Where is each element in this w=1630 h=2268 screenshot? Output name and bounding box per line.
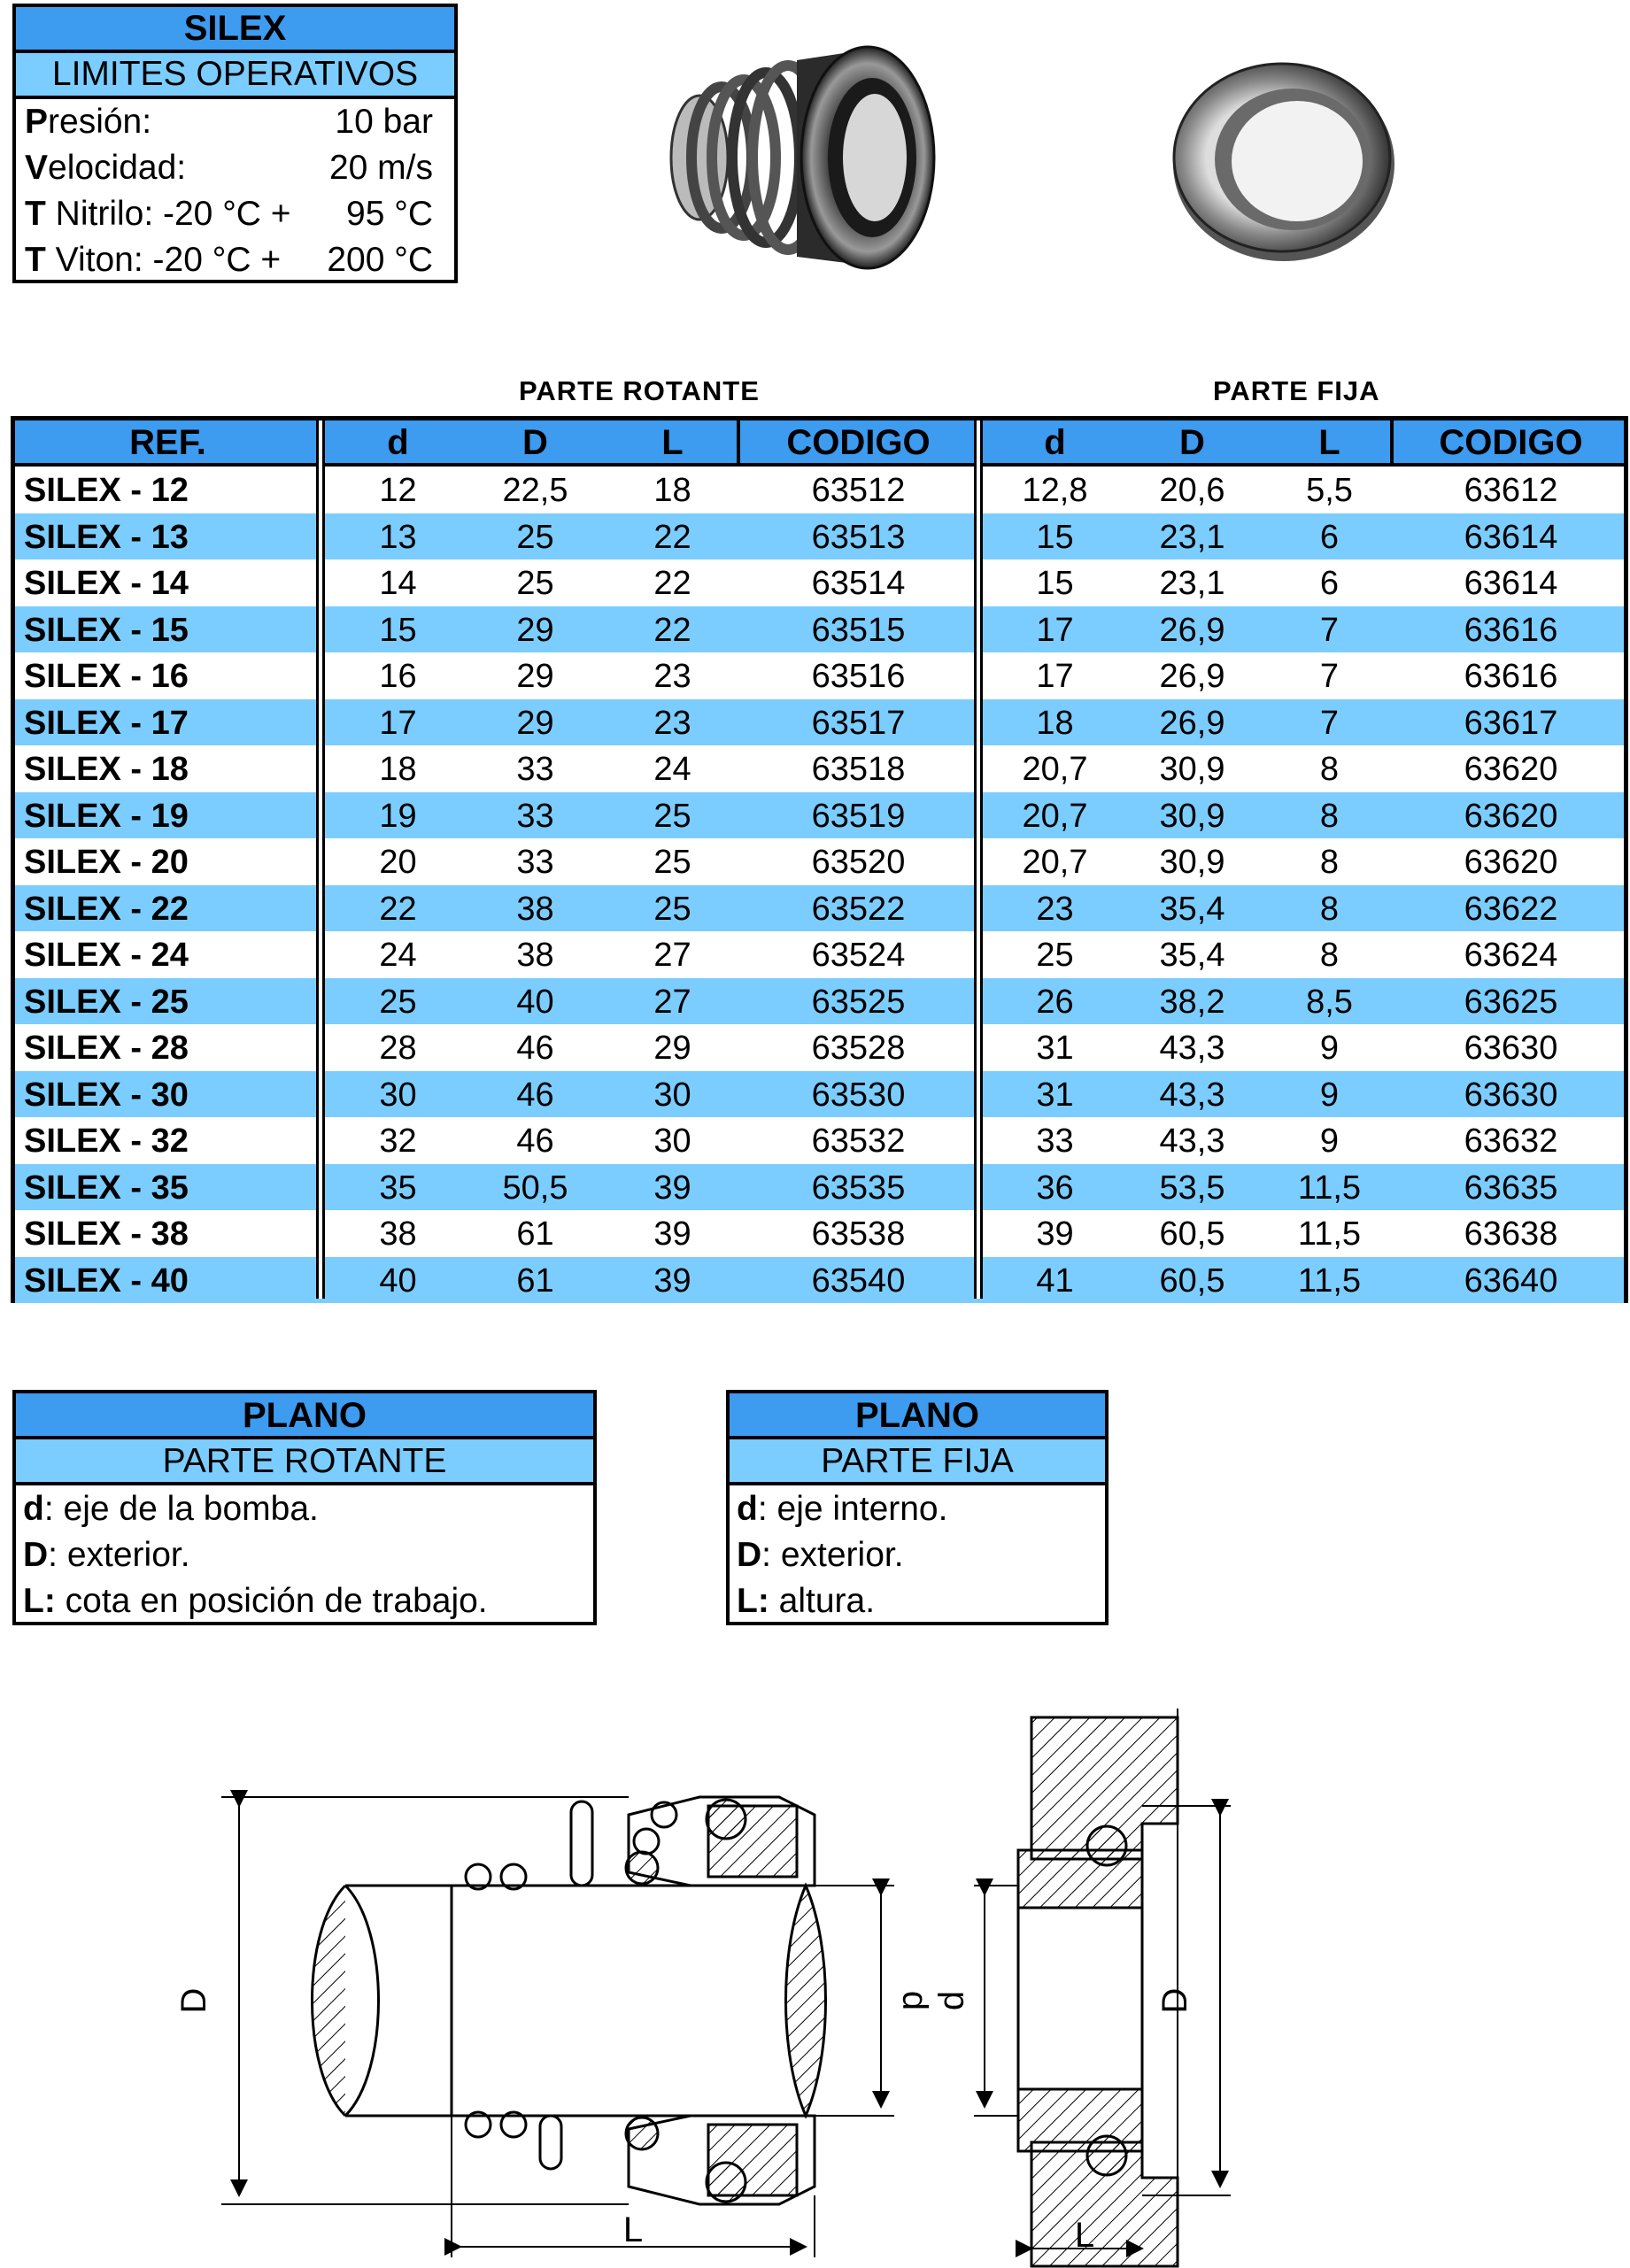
legend-text: cota en posición de trabajo. bbox=[55, 1582, 488, 1620]
cell-rot-D: 38 bbox=[516, 890, 554, 928]
cell-rot-codigo: 63517 bbox=[811, 704, 906, 742]
cell-rot-L: 27 bbox=[653, 983, 691, 1021]
cell-fij-D: 23,1 bbox=[1159, 565, 1225, 602]
cell-fij-L: 9 bbox=[1319, 1076, 1340, 1114]
cell-rot-d: 18 bbox=[379, 751, 417, 788]
cell-rot-L: 22 bbox=[653, 611, 691, 649]
cell-rot-d: 13 bbox=[379, 518, 417, 556]
legend-line bbox=[16, 1531, 593, 1578]
cell-ref: SILEX - 20 bbox=[24, 844, 189, 881]
cell-rot-d: 16 bbox=[379, 658, 417, 695]
cell-fij-codigo: 63616 bbox=[1464, 658, 1558, 695]
table-row bbox=[15, 699, 1624, 745]
cell-fij-L: 11,5 bbox=[1297, 1169, 1362, 1207]
cell-fij-d: 31 bbox=[1036, 1076, 1074, 1114]
limit-initial: P bbox=[25, 103, 49, 141]
table-row bbox=[15, 652, 1624, 698]
limit-value: 200 °C bbox=[327, 241, 433, 279]
legend-key: D bbox=[737, 1536, 762, 1574]
cell-rot-L: 30 bbox=[653, 1076, 691, 1114]
cell-rot-codigo: 63530 bbox=[811, 1076, 906, 1114]
cell-fij-L: 11,5 bbox=[1297, 1261, 1362, 1300]
cell-fij-D: 43,3 bbox=[1159, 1030, 1225, 1067]
cell-rot-d: 35 bbox=[379, 1169, 417, 1207]
column-divider bbox=[974, 420, 983, 1299]
cell-rot-codigo: 63520 bbox=[811, 844, 906, 881]
cell-ref: SILEX - 35 bbox=[24, 1169, 189, 1207]
limit-row-temp-viton bbox=[16, 237, 454, 283]
cell-fij-d: 17 bbox=[1036, 658, 1074, 695]
legend-line bbox=[730, 1531, 1105, 1578]
cell-rot-D: 33 bbox=[516, 844, 554, 881]
table-row bbox=[15, 1071, 1624, 1117]
legend-key: L: bbox=[23, 1582, 56, 1620]
limit-value: 20 m/s bbox=[328, 149, 433, 187]
cell-rot-D: 25 bbox=[516, 518, 554, 556]
cell-fij-D: 23,1 bbox=[1159, 518, 1225, 556]
cell-fij-codigo: 63612 bbox=[1464, 472, 1558, 509]
limit-initial: V bbox=[25, 149, 49, 187]
cell-fij-codigo: 63630 bbox=[1464, 1076, 1558, 1114]
cell-fij-codigo: 63620 bbox=[1464, 844, 1558, 881]
cell-rot-L: 22 bbox=[653, 518, 691, 556]
cell-rot-L: 23 bbox=[653, 704, 691, 742]
cell-ref: SILEX - 22 bbox=[24, 890, 189, 928]
limit-label: elocidad: bbox=[48, 149, 187, 187]
cell-fij-D: 30,9 bbox=[1159, 797, 1225, 835]
limit-row-temp-nitrilo bbox=[16, 191, 454, 237]
legend-line bbox=[730, 1485, 1105, 1531]
header-divider bbox=[737, 420, 740, 467]
cell-fij-D: 35,4 bbox=[1159, 890, 1225, 928]
cell-rot-L: 23 bbox=[653, 658, 691, 695]
cell-ref: SILEX - 38 bbox=[24, 1215, 189, 1253]
cell-fij-d: 15 bbox=[1036, 565, 1074, 602]
cell-rot-d: 20 bbox=[379, 844, 417, 881]
header-ref: REF. bbox=[129, 423, 206, 462]
limit-label: Viton: -20 °C + bbox=[45, 241, 282, 279]
cell-rot-L: 24 bbox=[653, 751, 691, 788]
cell-fij-d: 33 bbox=[1036, 1122, 1074, 1160]
cell-fij-d: 20,7 bbox=[1022, 797, 1088, 835]
cell-rot-D: 61 bbox=[516, 1261, 554, 1300]
cell-fij-d: 25 bbox=[1036, 937, 1074, 974]
cell-fij-d: 36 bbox=[1036, 1169, 1074, 1207]
cell-ref: SILEX - 30 bbox=[24, 1076, 189, 1114]
header-fij-codigo: CODIGO bbox=[1439, 423, 1583, 462]
limits-subtitle: LIMITES OPERATIVOS bbox=[16, 53, 454, 99]
table-row bbox=[15, 1257, 1624, 1303]
legend-text: : exterior. bbox=[761, 1536, 904, 1574]
cell-rot-codigo: 63528 bbox=[811, 1030, 906, 1067]
plano-subtitle: PARTE FIJA bbox=[730, 1439, 1105, 1485]
cell-fij-L: 7 bbox=[1319, 704, 1340, 742]
cell-ref: SILEX - 19 bbox=[24, 797, 189, 835]
cell-fij-D: 20,6 bbox=[1159, 472, 1225, 509]
plano-rotante-box bbox=[12, 1390, 597, 1625]
cell-fij-L: 11,5 bbox=[1297, 1215, 1362, 1253]
cell-rot-D: 33 bbox=[516, 751, 554, 788]
cell-ref: SILEX - 40 bbox=[24, 1261, 189, 1300]
cell-fij-codigo: 63614 bbox=[1464, 518, 1558, 556]
cell-rot-d: 28 bbox=[379, 1030, 417, 1067]
cell-fij-D: 43,3 bbox=[1159, 1122, 1225, 1160]
legend-line bbox=[16, 1485, 593, 1531]
cell-fij-codigo: 63625 bbox=[1464, 983, 1558, 1021]
cell-fij-d: 20,7 bbox=[1022, 844, 1088, 881]
stationary-part-drawing bbox=[1018, 1717, 1178, 2266]
cell-rot-L: 18 bbox=[653, 472, 691, 509]
table-row bbox=[15, 885, 1624, 931]
cell-rot-D: 29 bbox=[516, 658, 554, 695]
dim-label-d: d bbox=[895, 1990, 934, 2011]
table-row bbox=[15, 513, 1624, 559]
cell-rot-L: 25 bbox=[653, 844, 691, 881]
cell-fij-codigo: 63624 bbox=[1464, 937, 1558, 974]
cell-fij-D: 43,3 bbox=[1159, 1076, 1225, 1114]
cell-rot-d: 30 bbox=[379, 1076, 417, 1114]
header-rot-L: L bbox=[661, 423, 684, 462]
cell-rot-d: 25 bbox=[379, 983, 417, 1021]
table-row bbox=[15, 745, 1624, 791]
cell-rot-L: 39 bbox=[653, 1215, 691, 1253]
header-rot-D: D bbox=[522, 423, 548, 462]
technical-drawing bbox=[174, 1717, 1257, 2266]
cell-rot-d: 22 bbox=[379, 890, 417, 928]
section-label-fija: PARTE FIJA bbox=[1213, 375, 1380, 406]
cell-fij-codigo: 63638 bbox=[1464, 1215, 1558, 1253]
cell-rot-L: 30 bbox=[653, 1122, 691, 1160]
cell-fij-D: 26,9 bbox=[1159, 611, 1225, 649]
cell-ref: SILEX - 32 bbox=[24, 1122, 189, 1160]
cell-rot-D: 25 bbox=[516, 565, 554, 602]
cell-rot-codigo: 63515 bbox=[811, 611, 906, 649]
cell-rot-codigo: 63513 bbox=[811, 518, 906, 556]
cell-rot-codigo: 63519 bbox=[811, 797, 906, 835]
cell-fij-codigo: 63640 bbox=[1464, 1261, 1558, 1300]
cell-rot-D: 33 bbox=[516, 797, 554, 835]
legend-key: L: bbox=[737, 1582, 769, 1620]
table-row bbox=[15, 792, 1624, 838]
cell-rot-codigo: 63538 bbox=[811, 1215, 906, 1253]
cell-fij-D: 30,9 bbox=[1159, 844, 1225, 881]
cell-rot-codigo: 63525 bbox=[811, 983, 906, 1021]
cell-rot-D: 22,5 bbox=[502, 472, 568, 509]
cell-ref: SILEX - 18 bbox=[24, 751, 189, 788]
cell-rot-codigo: 63522 bbox=[811, 890, 906, 928]
header-fij-L: L bbox=[1318, 423, 1340, 462]
cell-rot-L: 27 bbox=[653, 937, 691, 974]
cell-rot-codigo: 63535 bbox=[811, 1169, 906, 1207]
cell-rot-D: 50,5 bbox=[502, 1169, 568, 1207]
limit-label: Nitrilo: -20 °C + bbox=[45, 195, 291, 233]
column-divider bbox=[316, 420, 325, 1299]
cell-fij-codigo: 63620 bbox=[1464, 751, 1558, 788]
cell-fij-L: 8 bbox=[1319, 937, 1340, 974]
dimensions-table bbox=[11, 416, 1628, 1303]
cell-rot-L: 39 bbox=[653, 1261, 691, 1300]
limit-initial: T bbox=[25, 241, 46, 279]
plano-title: PLANO bbox=[16, 1393, 593, 1439]
cell-fij-L: 8 bbox=[1319, 751, 1340, 788]
operating-limits-box bbox=[12, 4, 458, 283]
header-divider bbox=[1390, 420, 1394, 467]
section-label-rotante: PARTE ROTANTE bbox=[519, 375, 760, 406]
cell-fij-D: 30,9 bbox=[1159, 751, 1225, 788]
cell-fij-D: 60,5 bbox=[1159, 1261, 1225, 1300]
cell-rot-codigo: 63524 bbox=[811, 937, 906, 974]
cell-rot-L: 25 bbox=[653, 890, 691, 928]
cell-rot-d: 19 bbox=[379, 797, 417, 835]
cell-rot-d: 15 bbox=[379, 611, 417, 649]
cell-ref: SILEX - 14 bbox=[24, 565, 189, 602]
cell-rot-L: 39 bbox=[653, 1169, 691, 1207]
cell-rot-codigo: 63540 bbox=[811, 1261, 906, 1300]
legend-key: D bbox=[23, 1536, 49, 1574]
cell-fij-d: 39 bbox=[1036, 1215, 1074, 1253]
cell-fij-d: 41 bbox=[1036, 1261, 1074, 1300]
cell-ref: SILEX - 17 bbox=[24, 704, 189, 742]
cell-rot-L: 29 bbox=[653, 1030, 691, 1067]
plano-subtitle: PARTE ROTANTE bbox=[16, 1439, 593, 1485]
cell-fij-codigo: 63622 bbox=[1464, 890, 1558, 928]
dim-label-D: D bbox=[174, 1987, 213, 2014]
header-rot-d: d bbox=[387, 423, 409, 462]
cell-rot-D: 29 bbox=[516, 611, 554, 649]
legend-key: d bbox=[737, 1490, 758, 1528]
table-row bbox=[15, 931, 1624, 977]
cell-fij-D: 26,9 bbox=[1159, 704, 1225, 742]
cell-fij-L: 6 bbox=[1319, 565, 1340, 602]
table-row bbox=[15, 978, 1624, 1024]
limit-value: 95 °C bbox=[346, 195, 433, 233]
cell-rot-D: 46 bbox=[516, 1122, 554, 1160]
cell-fij-d: 31 bbox=[1036, 1030, 1074, 1067]
cell-fij-d: 15 bbox=[1036, 518, 1074, 556]
limit-row-speed bbox=[16, 145, 454, 191]
header-fij-D: D bbox=[1179, 423, 1205, 462]
cell-rot-D: 46 bbox=[516, 1076, 554, 1114]
cell-rot-d: 24 bbox=[379, 937, 417, 974]
cell-rot-codigo: 63512 bbox=[811, 472, 906, 509]
cell-rot-L: 22 bbox=[653, 565, 691, 602]
table-row bbox=[15, 467, 1624, 513]
cell-fij-codigo: 63616 bbox=[1464, 611, 1558, 649]
cell-fij-d: 12,8 bbox=[1022, 472, 1088, 509]
cell-ref: SILEX - 15 bbox=[24, 611, 189, 649]
plano-title: PLANO bbox=[730, 1393, 1105, 1439]
legend-text: : eje interno. bbox=[757, 1490, 948, 1528]
legend-text: : exterior. bbox=[48, 1536, 190, 1574]
table-row bbox=[15, 559, 1624, 606]
legend-text: altura. bbox=[769, 1582, 876, 1620]
cell-fij-codigo: 63614 bbox=[1464, 565, 1558, 602]
dim-label-L: L bbox=[622, 2210, 644, 2249]
cell-rot-D: 61 bbox=[516, 1215, 554, 1253]
limit-label: resión: bbox=[48, 103, 152, 141]
cell-ref: SILEX - 24 bbox=[24, 937, 189, 974]
cell-fij-D: 53,5 bbox=[1159, 1169, 1225, 1207]
limit-row-pressure bbox=[16, 99, 454, 145]
limits-title: SILEX bbox=[16, 7, 454, 53]
cell-fij-D: 60,5 bbox=[1159, 1215, 1225, 1253]
cell-fij-codigo: 63630 bbox=[1464, 1030, 1558, 1067]
cell-ref: SILEX - 25 bbox=[24, 983, 189, 1021]
stationary-seat-photo bbox=[1160, 53, 1408, 266]
cell-fij-d: 17 bbox=[1036, 611, 1074, 649]
dim-label-L: L bbox=[1074, 2216, 1095, 2255]
cell-fij-L: 7 bbox=[1319, 658, 1340, 695]
cell-ref: SILEX - 16 bbox=[24, 658, 189, 695]
cell-fij-L: 5,5 bbox=[1306, 472, 1353, 509]
cell-fij-codigo: 63635 bbox=[1464, 1169, 1558, 1207]
cell-rot-codigo: 63518 bbox=[811, 751, 906, 788]
table-row bbox=[15, 1164, 1624, 1210]
table-row bbox=[15, 1117, 1624, 1163]
rotating-part-drawing bbox=[313, 1797, 826, 2204]
cell-fij-codigo: 63620 bbox=[1464, 797, 1558, 835]
cell-fij-L: 8,5 bbox=[1306, 983, 1353, 1021]
plano-fija-box bbox=[726, 1390, 1109, 1625]
cell-fij-D: 38,2 bbox=[1159, 983, 1225, 1021]
limit-value: 10 bar bbox=[335, 103, 433, 141]
rotating-seal-photo bbox=[646, 25, 956, 290]
cell-fij-D: 35,4 bbox=[1159, 937, 1225, 974]
legend-line bbox=[16, 1578, 593, 1624]
cell-fij-codigo: 63632 bbox=[1464, 1122, 1558, 1160]
legend-line bbox=[730, 1578, 1105, 1624]
header-fij-d: d bbox=[1044, 423, 1066, 462]
cell-fij-L: 9 bbox=[1319, 1030, 1340, 1067]
cell-fij-d: 18 bbox=[1036, 704, 1074, 742]
cell-rot-d: 32 bbox=[379, 1122, 417, 1160]
cell-fij-L: 8 bbox=[1319, 844, 1340, 881]
cell-fij-L: 8 bbox=[1319, 797, 1340, 835]
cell-rot-D: 40 bbox=[516, 983, 554, 1021]
table-row bbox=[15, 606, 1624, 652]
cell-ref: SILEX - 12 bbox=[24, 472, 189, 509]
cell-fij-L: 7 bbox=[1319, 611, 1340, 649]
cell-rot-d: 14 bbox=[379, 565, 417, 602]
dim-label-D: D bbox=[1155, 1987, 1194, 2014]
cell-ref: SILEX - 28 bbox=[24, 1030, 189, 1067]
cell-rot-d: 17 bbox=[379, 704, 417, 742]
legend-text: : eje de la bomba. bbox=[43, 1490, 319, 1528]
dim-label-d: d bbox=[932, 1990, 971, 2011]
header-rot-codigo: CODIGO bbox=[786, 423, 931, 462]
cell-fij-L: 8 bbox=[1319, 890, 1340, 928]
cell-rot-codigo: 63514 bbox=[811, 565, 906, 602]
legend-key: d bbox=[23, 1490, 44, 1528]
cell-fij-L: 9 bbox=[1319, 1122, 1340, 1160]
cell-fij-d: 26 bbox=[1036, 983, 1074, 1021]
cell-rot-codigo: 63516 bbox=[811, 658, 906, 695]
cell-rot-L: 25 bbox=[653, 797, 691, 835]
cell-rot-d: 38 bbox=[379, 1215, 417, 1253]
limit-initial: T bbox=[25, 195, 46, 233]
cell-fij-d: 23 bbox=[1036, 890, 1074, 928]
cell-rot-D: 46 bbox=[516, 1030, 554, 1067]
table-row bbox=[15, 1024, 1624, 1070]
cell-ref: SILEX - 13 bbox=[24, 518, 189, 556]
cell-fij-codigo: 63617 bbox=[1464, 704, 1558, 742]
cell-fij-L: 6 bbox=[1319, 518, 1340, 556]
table-row bbox=[15, 1210, 1624, 1256]
cell-rot-D: 29 bbox=[516, 704, 554, 742]
cell-rot-d: 12 bbox=[379, 472, 417, 509]
table-row bbox=[15, 838, 1624, 884]
cell-rot-d: 40 bbox=[379, 1261, 417, 1300]
cell-rot-D: 38 bbox=[516, 937, 554, 974]
cell-fij-d: 20,7 bbox=[1022, 751, 1088, 788]
cell-fij-D: 26,9 bbox=[1159, 658, 1225, 695]
cell-rot-codigo: 63532 bbox=[811, 1122, 906, 1160]
